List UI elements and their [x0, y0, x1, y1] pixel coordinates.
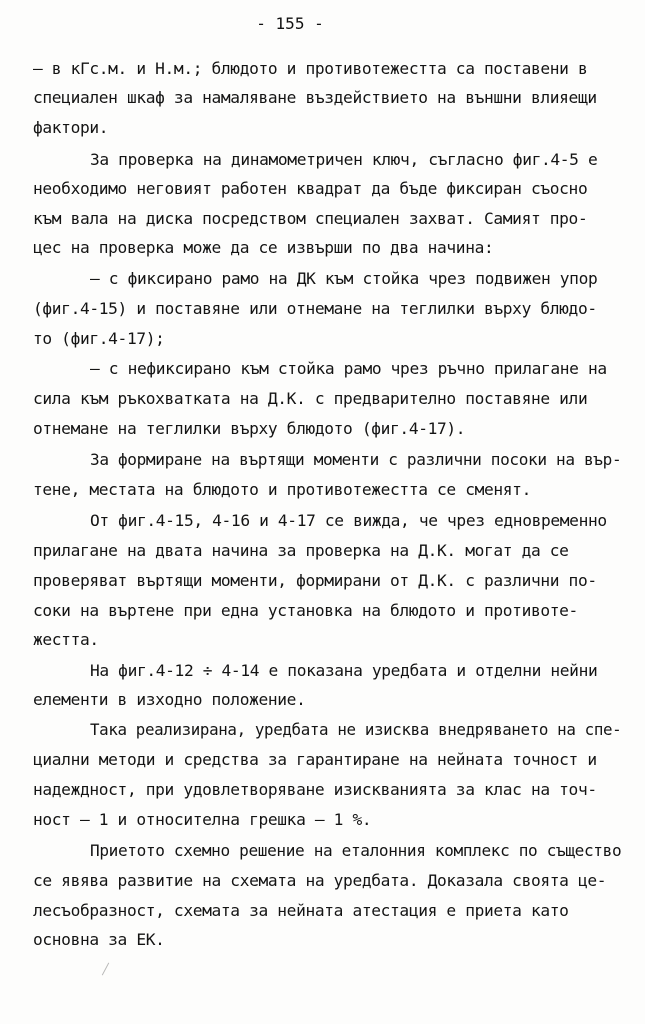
text-line: то (фиг.4-17);: [33, 329, 165, 348]
text-line: (фиг.4-15) и поставяне или отнемане на теглилки върху блюдо-: [33, 299, 597, 318]
text-line: От фиг.4-15, 4-16 и 4-17 се вижда, че чрез едновременно: [90, 511, 607, 530]
text-line: се явява развитие на схемата на уредбата. Доказала своята це-: [33, 871, 607, 890]
text-line: Приетото схемно решение на еталонния комплекс по същество: [90, 841, 622, 860]
text-line: циални методи и средства за гарантиране на нейната точност и: [33, 750, 597, 769]
text-line: проверяват въртящи моменти, формирани от Д.К. с различни по-: [33, 571, 597, 590]
stray-pen-mark: [102, 963, 109, 976]
text-line: специален шкаф за намаляване въздействието на външни влияещи: [33, 88, 597, 107]
text-line: сила към ръкохватката на Д.К. с предварително поставяне или: [33, 389, 588, 408]
text-line: прилагане на двата начина за проверка на Д.К. могат да се: [33, 541, 569, 560]
text-line: Така реализирана, уредбата не изисква внедряването на спе-: [90, 720, 622, 739]
text-line: надеждност, при удовлетворяване изискванията за клас на точ-: [33, 780, 597, 799]
text-line: соки на въртене при една установка на блюдото и противоте-: [33, 601, 578, 620]
text-line: – в кГс.м. и Н.м.; блюдото и противотежестта са поставени в: [33, 59, 588, 78]
text-line: елементи в изходно положение.: [33, 690, 306, 709]
text-line: фактори.: [33, 118, 109, 137]
text-line: отнемане на теглилки върху блюдото (фиг.4-17).: [33, 419, 466, 438]
page-number: - 155 -: [256, 14, 324, 33]
text-line: тене, местата на блюдото и противотежестта се сменят.: [33, 480, 531, 499]
text-line: За формиране на въртящи моменти с различни посоки на вър-: [90, 450, 622, 469]
text-line: На фиг.4-12 ÷ 4-14 е показана уредбата и отделни нейни: [90, 661, 598, 680]
text-line: ност – 1 и относителна грешка – 1 %.: [33, 810, 372, 829]
text-line: необходимо неговият работен квадрат да бъде фиксиран съосно: [33, 179, 588, 198]
text-line: цес на проверка може да се извърши по два начина:: [33, 238, 494, 257]
text-line: основна за ЕК.: [33, 930, 165, 949]
text-line: – с нефиксирано към стойка рамо чрез ръчно прилагане на: [90, 359, 607, 378]
text-line: – с фиксирано рамо на ДК към стойка чрез подвижен упор: [90, 269, 598, 288]
text-line: лесъобразност, схемата за нейната атестация е приета като: [33, 901, 569, 920]
text-line: За проверка на динамометричен ключ, съгласно фиг.4-5 е: [90, 150, 598, 169]
text-line: жестта.: [33, 630, 99, 649]
text-line: към вала на диска посредством специален захват. Самият про-: [33, 209, 588, 228]
